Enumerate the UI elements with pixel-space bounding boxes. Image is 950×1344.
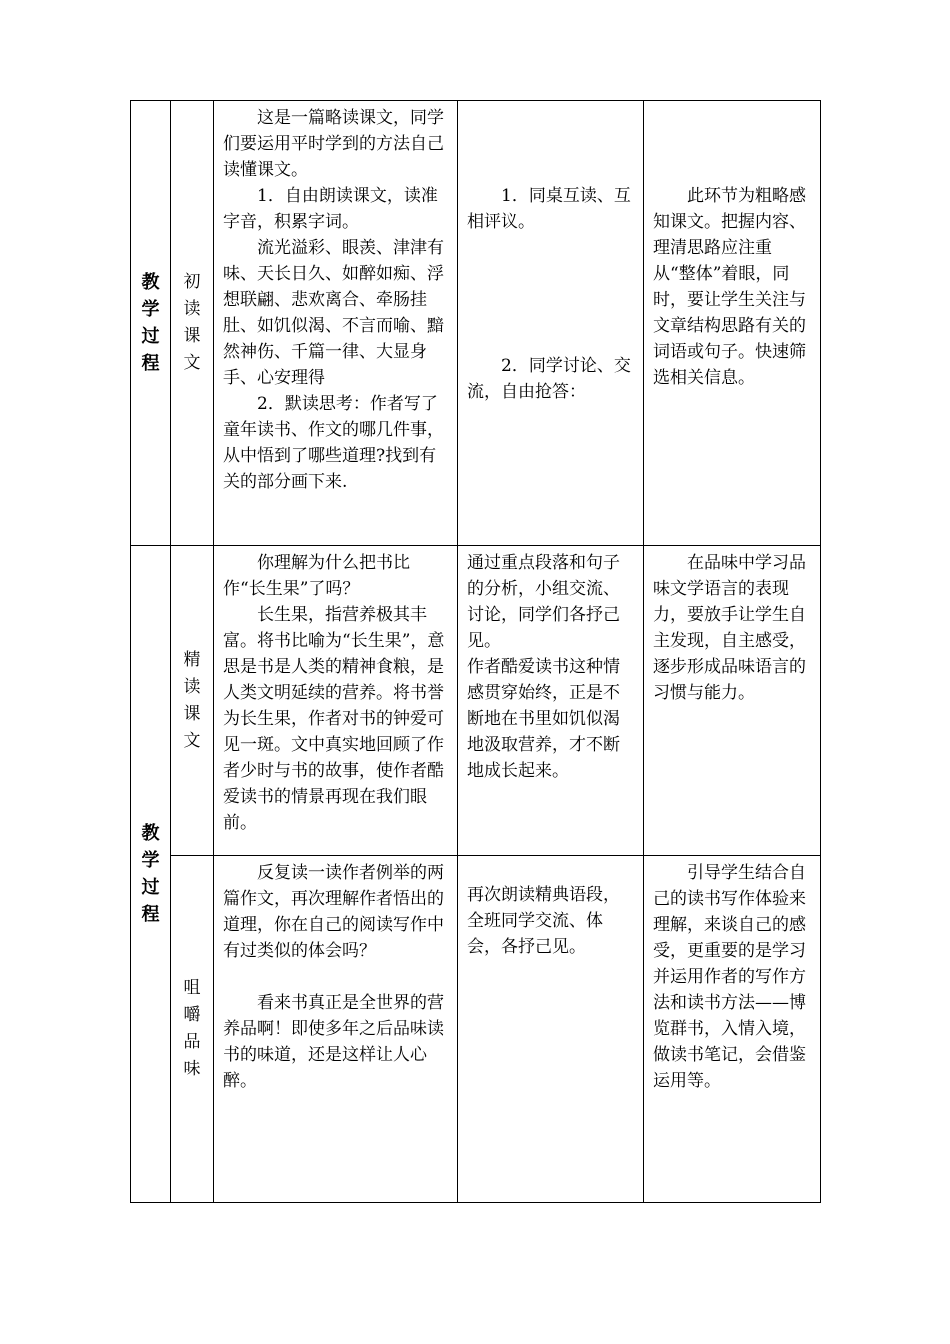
design-cell-first-reading — [644, 101, 821, 546]
label-char: 初 — [183, 272, 201, 292]
activity-paragraph: 1．同桌互读、互相评议。 — [467, 186, 631, 232]
activity-paragraph: 2．同学讨论、交流，自由抢答： — [467, 356, 631, 402]
label-char: 过 — [141, 326, 160, 347]
label-char: 过 — [141, 877, 160, 898]
stage-label-close-reading — [171, 546, 214, 856]
activity-paragraph: 再次朗读精典语段，全班同学交流、体会，各抒己见。 — [467, 885, 620, 957]
label-char: 程 — [141, 353, 160, 374]
content-paragraph: 1．自由朗读课文，读准字音，积累字词。 — [223, 186, 438, 232]
label-char: 品 — [183, 1032, 201, 1052]
stage-label-savor — [171, 856, 214, 1203]
label-char: 文 — [183, 730, 201, 751]
content-paragraph: 2．默读思考：作者写了童年读书、作文的哪几件事，从中悟到了哪些道理?找到有关的部分画下来. — [223, 394, 444, 492]
content-paragraph: 看来书真正是全世界的营养品啊！即使多年之后品味读书的味道，还是这样让人心醉。 — [223, 993, 444, 1091]
design-cell-savor — [644, 856, 821, 1203]
activity-paragraph: 作者酷爱读书这种情感贯穿始终，正是不断地在书里如饥似渴地汲取营养，才不断地成长起来。 — [467, 657, 620, 781]
label-char: 精 — [183, 649, 201, 670]
blank-line — [223, 964, 449, 990]
activity-cell-savor — [458, 856, 644, 1203]
section-label-teaching-process-2 — [131, 546, 171, 1203]
label-char: 读 — [183, 299, 201, 319]
label-char: 味 — [183, 1059, 201, 1079]
content-cell-savor — [214, 856, 458, 1203]
label-char: 课 — [183, 326, 201, 346]
label-char: 嚼 — [183, 1005, 201, 1025]
activity-paragraph: 通过重点段落和句子的分析，小组交流、讨论，同学们各抒己见。 — [467, 553, 620, 651]
label-char: 学 — [141, 850, 160, 871]
label-char: 读 — [183, 676, 201, 697]
label-char: 程 — [141, 904, 160, 925]
section-label-teaching-process — [131, 101, 171, 546]
design-paragraph: 引导学生结合自己的读书写作体验来理解，来谈自己的感受，更重要的是学习并运用作者的写作方法和读书方法——博览群书，入情入境，做读书笔记，会借鉴运用等。 — [653, 863, 806, 1091]
stage-label-first-reading — [171, 101, 214, 546]
lesson-plan-table — [130, 100, 821, 1203]
content-paragraph: 长生果，指营养极其丰富。将书比喻为“长生果”，意思是书是人类的精神食粮，是人类文明延续的营养。将书誉为长生果，作者对书的钟爱可见一斑。文中真实地回顾了作者少时与书的故事，使作者酷爱读书的情景再现在我们眼前。 — [223, 605, 445, 833]
content-paragraph: 这是一篇略读课文，同学们要运用平时学到的方法自己读懂课文。 — [223, 108, 444, 180]
design-paragraph: 此环节为粗略感知课文。把握内容、理清思路应注重从“整体”着眼，同时，要让学生关注与文章结构思路有关的词语或句子。快速筛选相关信息。 — [653, 186, 806, 388]
design-paragraph: 在品味中学习品味文学语言的表现力，要放手让学生自主发现，自主感受，逐步形成品味语言的习惯与能力。 — [653, 553, 806, 703]
label-char: 教 — [141, 272, 160, 293]
activity-cell-first-reading — [458, 101, 644, 546]
label-char: 学 — [141, 299, 160, 320]
label-char: 咀 — [183, 978, 201, 998]
content-paragraph: 你理解为什么把书比作“长生果”了吗？ — [223, 553, 410, 599]
label-char: 文 — [183, 353, 201, 373]
design-cell-close-reading — [644, 546, 821, 856]
activity-cell-close-reading — [458, 546, 644, 856]
content-paragraph: 反复读一读作者例举的两篇作文，再次理解作者悟出的道理，你在自己的阅读写作中有过类似的体会吗？ — [223, 863, 444, 961]
content-cell-first-reading — [214, 101, 458, 546]
label-char: 课 — [183, 703, 201, 724]
label-char: 教 — [141, 823, 160, 844]
content-cell-close-reading — [214, 546, 458, 856]
content-paragraph: 流光溢彩、眼羡、津津有味、天长日久、如醉如痴、浮想联翩、悲欢离合、牵肠挂肚、如饥似渴、不言而喻、黯然神伤、千篇一律、大显身手、心安理得 — [223, 238, 444, 388]
